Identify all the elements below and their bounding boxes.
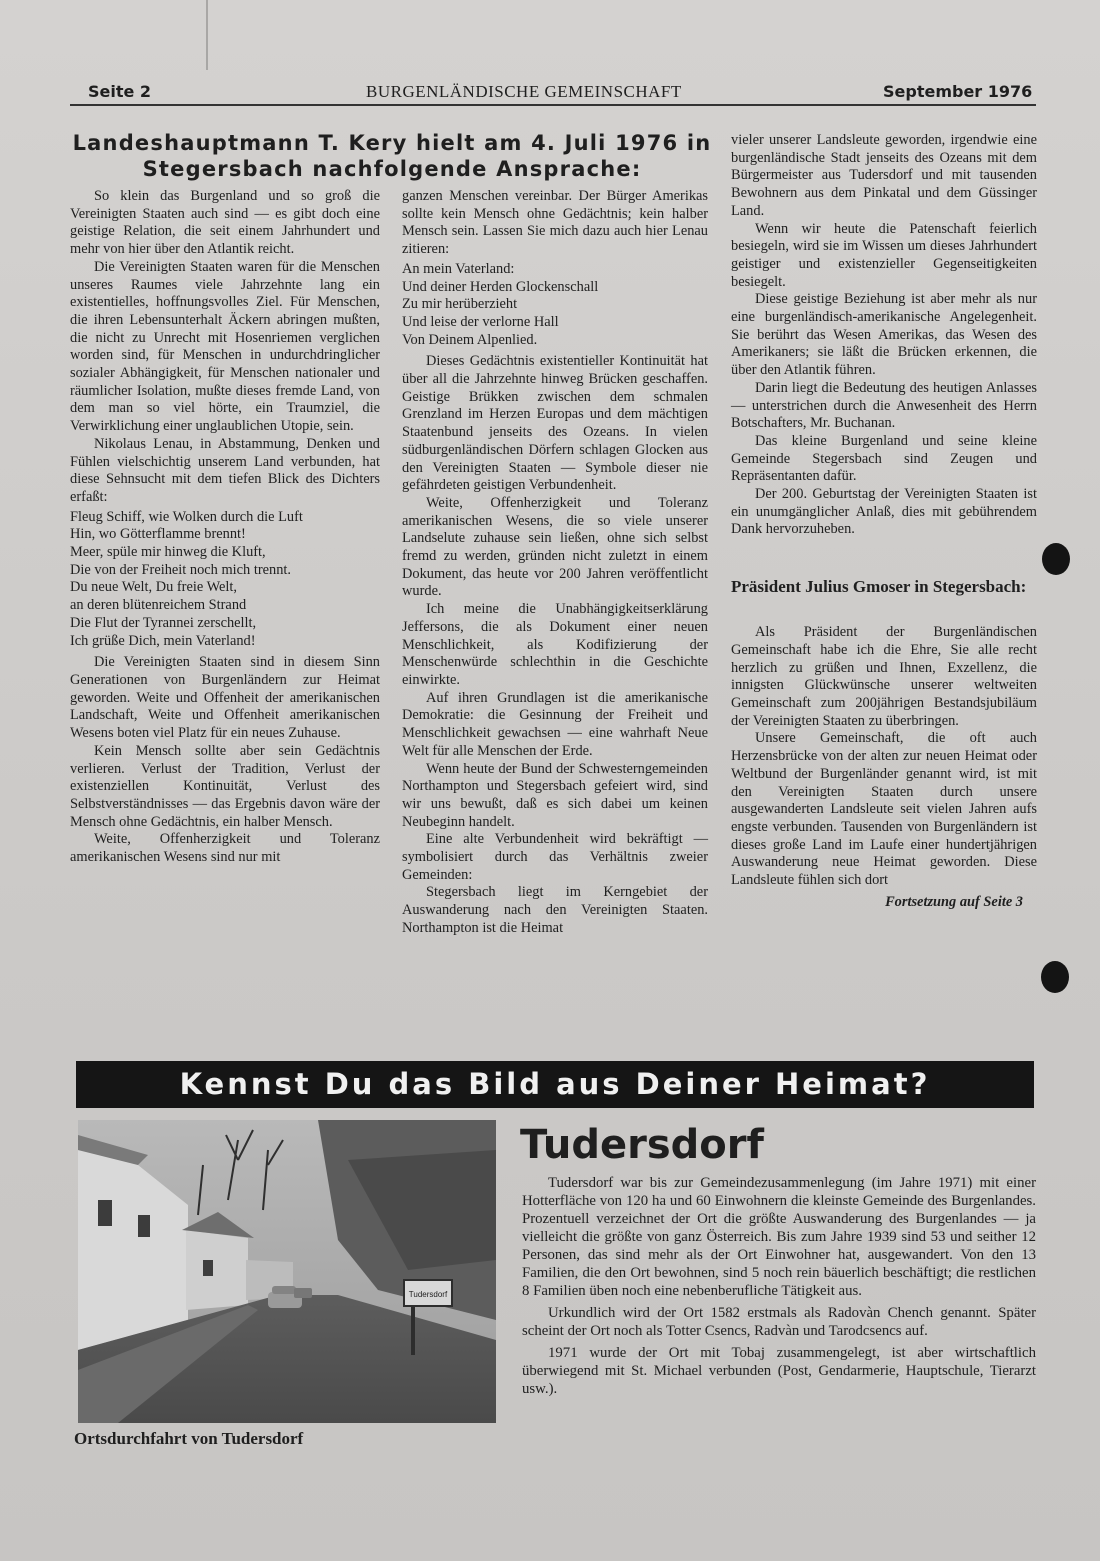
poem-line: Fleug Schiff, wie Wolken durch die Luft bbox=[70, 508, 303, 525]
issue-date: September 1976 bbox=[883, 82, 1033, 101]
page-number: Seite 2 bbox=[88, 82, 152, 101]
article-column-2 bbox=[402, 188, 708, 938]
paragraph: Die Vereinigten Staaten sind in diesem Sinn Generationen von Burgenländern zur Heimat geworden. Weite und Offenheit der amerikanischen Landschaft, Weite und Offenheit amerikanischen Wesens boten viel Platz für ein neues Zuhause. bbox=[70, 654, 380, 742]
paragraph: Darin liegt die Bedeutung des heutigen Anlasses — unterstrichen durch die Anwesenheit des Herrn Botschafters, Mr. Buchanan. bbox=[731, 379, 1037, 432]
punch-hole-icon bbox=[1042, 543, 1070, 575]
paragraph: Weite, Offenherzigkeit und Toleranz amerikanischen Wesens sind nur mit bbox=[70, 831, 380, 866]
photo-caption: Ortsdurchfahrt von Tudersdorf bbox=[74, 1429, 304, 1448]
poem-line: Die von der Freiheit noch mich trennt. bbox=[70, 561, 291, 578]
village-street-photo bbox=[78, 1120, 496, 1423]
poem-line: Du neue Welt, Du freie Welt, bbox=[70, 579, 237, 596]
feature-title: Tudersdorf bbox=[520, 1122, 764, 1168]
article-headline bbox=[70, 130, 714, 182]
header-rule bbox=[70, 104, 1036, 106]
town-sign-label: Tudersdorf bbox=[408, 1290, 448, 1299]
paragraph: 1971 wurde der Ort mit Tobaj zusammengelegt, ist aber wirtschaftlich überwiegend mit St. Michael verbunden (Post, Gendarmerie, Hauptschule, Tierarzt usw.). bbox=[522, 1345, 1036, 1397]
article-column-3 bbox=[731, 132, 1037, 911]
paragraph: Unsere Gemeinschaft, die oft auch Herzensbrücke von der alten zur neuen Heimat oder Weltbund der Burgenländer genannt wird, ist mit den Vereinigten Staaten durch unsere ausgewanderten Landsleute seit vielen Jahren aufs engste verbunden. Tausenden von Burgenländern ist dieses große Land im Laufe einer hundertjährigen Auswanderung neue Heimat geworden. Diese Landsleute fühlen sich dort bbox=[731, 730, 1037, 889]
paper-fold-crease bbox=[206, 0, 208, 70]
paragraph: Urkundlich wird der Ort 1582 erstmals als Radovàn Chench genannt. Später scheint der Ort noch als Totter Csencs, Radvàn und Tarodcsencs auf. bbox=[522, 1305, 1036, 1339]
feature-text bbox=[522, 1174, 1036, 1402]
paragraph: Wenn heute der Bund der Schwesterngemeinden Northampton und Stegersbach gefeiert wird, sind wir uns bewußt, daß es sich dabei um keinen Neubeginn handelt. bbox=[402, 760, 708, 830]
poem-line: Von Deinem Alpenlied. bbox=[402, 331, 538, 348]
feature-banner: Kennst Du das Bild aus Deiner Heimat? bbox=[76, 1061, 1034, 1108]
paragraph: ganzen Menschen vereinbar. Der Bürger Amerikas sollte kein Mensch ohne Gedächtnis; kein halber Mensch sein. Lassen Sie mich dazu auch hier Lenau zitieren: bbox=[402, 188, 708, 258]
headline-line-2: Stegersbach nachfolgende Ansprache: bbox=[142, 157, 642, 181]
poem-line: Meer, spüle mir hinweg die Kluft, bbox=[70, 544, 266, 561]
punch-hole-icon bbox=[1041, 961, 1069, 993]
paragraph: Kein Mensch sollte aber sein Gedächtnis verlieren. Verlust der Tradition, Verlust der existenziellen Kontinuität, Verlust des Selbstverständnisses — das Ergebnis davon wäre der Mensch ohne Gedächtnis, ein halber Mensch. bbox=[70, 742, 380, 830]
publication-name: BURGENLÄNDISCHE GEMEINSCHAFT bbox=[366, 82, 682, 101]
poem-line: Die Flut der Tyrannei zerschellt, bbox=[70, 614, 257, 631]
paragraph: Das kleine Burgenland und seine kleine Gemeinde Stegersbach sind Zeugen und Repräsentanten dafür. bbox=[731, 432, 1037, 485]
paragraph: Diese geistige Beziehung ist aber mehr als nur eine burgenländisch-amerikanische Angelegenheit. Sie berührt das Wesen Amerikas, das Wesen des Amerikaners; sie läßt die Brücken erkennen, die über den Atlantik führen. bbox=[731, 291, 1037, 379]
second-article-headline: Präsident Julius Gmoser in Stegersbach: bbox=[731, 577, 1027, 597]
paragraph: vieler unserer Landsleute geworden, irgendwie eine burgenländische Stadt jenseits des Ozeans mit dem Bürgermeister aus Tudersdorf und mit tausenden Bewohnern aus dem Pinkatal und dem Güssinger Land. bbox=[731, 132, 1037, 219]
paragraph: Als Präsident der Burgenländischen Gemeinschaft habe ich die Ehre, Sie alle recht herzlich zu grüßen und Ihnen, Exzellenz, die innigsten Glückwünsche unserer weltweiten Gemeinschaft zum 200jährigen Bestandsjubiläum der Vereinigten Staaten zu überbringen. bbox=[731, 624, 1037, 729]
poem-line: Zu mir herüberzieht bbox=[402, 296, 518, 313]
poem-line: Und leise der verlorne Hall bbox=[402, 313, 559, 330]
poem-line: Ich grüße Dich, mein Vaterland! bbox=[70, 632, 256, 649]
paragraph: Eine alte Verbundenheit wird bekräftigt — symbolisiert durch das Verhältnis zweier Gemeinden: bbox=[402, 831, 708, 883]
lenau-poem-2 bbox=[402, 261, 708, 350]
poem-line: Hin, wo Götterflamme brennt! bbox=[70, 526, 246, 543]
article-column-1 bbox=[70, 188, 380, 867]
poem-line: an deren blütenreichem Strand bbox=[70, 597, 247, 614]
paragraph: Auf ihren Grundlagen ist die amerikanische Demokratie: die Gesinnung der Freiheit und Menschlichkeit gewachsen — eine wahrhaft Neue Welt für alle Menschen der Erde. bbox=[402, 689, 708, 759]
paragraph: Dieses Gedächtnis existentieller Kontinuität hat über all die Jahrzehnte hinweg Brücken geschaffen. Geistige Brükken zwischen dem schmalen Grenzland im Herzen Europas und dem mächtigen Staatenbund jenseits des Ozeans. In vielen südburgenländischen Dörfern schlagen Glocken aus den Vereinigten Staaten — Symbole dieser nie gefährdeten geistigen Verbundenheit. bbox=[402, 353, 708, 494]
paragraph: Der 200. Geburtstag der Vereinigten Staaten ist ein unumgänglicher Anlaß, dies mit gebührendem Dank hervorzuheben. bbox=[731, 486, 1037, 538]
paragraph: Nikolaus Lenau, in Abstammung, Denken und Fühlen vielschichtig unserem Land verbunden, hat diese Sehnsucht mit dem tiefen Blick des Dichters erfaßt: bbox=[70, 435, 380, 505]
poem-line: An mein Vaterland: bbox=[402, 260, 515, 277]
paragraph: Die Vereinigten Staaten waren für die Menschen unseres Raumes viele Jahrzehnte lang ein existentielles, hoffnungsvolles Ziel. Für Menschen, die ihren Lebensunterhalt Äckern abringen mußten, die nicht zu Unrecht mit Hosenriemen verglichen worden sind, für Menschen in undurchdringlicher sozialer Abhängigkeit, für Menschen nationaler und räumlicher Isolation, mußte dieses fremde Land, von dem man so viel hörte, ein Traumziel, die Verwirklichung einer unglaublichen Utopie, sein. bbox=[70, 258, 380, 435]
paragraph: Ich meine die Unabhängigkeitserklärung Jeffersons, die als Dokument einer neuen Menschlichkeit, als Kodifizierung der Menschenwürde schlechthin in die Geschichte einwirkte. bbox=[402, 601, 708, 688]
continued-note: Fortsetzung auf Seite 3 bbox=[885, 893, 1023, 910]
paragraph: Weite, Offenherzigkeit und Toleranz amerikanischen Wesens, die so viele unserer Landselute zuhause sein ließen, ohne sich selbst fremd zu werden, gründen nicht zuletzt in einem Dokument, das heute vor 200 Jahren veröffentlicht wurde. bbox=[402, 494, 708, 600]
headline-line-1: Landeshauptmann T. Kery hielt am 4. Juli 1976 in bbox=[72, 131, 712, 155]
lenau-poem bbox=[70, 509, 380, 651]
paragraph: Wenn wir heute die Patenschaft feierlich besiegeln, wird sie im Wissen um dieses Jahrhundert geistiger und existenzieller Gegenseitigkeiten besiegelt. bbox=[731, 220, 1037, 290]
poem-line: Und deiner Herden Glockenschall bbox=[402, 278, 599, 295]
paragraph: Stegersbach liegt im Kerngebiet der Auswanderung nach den Vereinigten Staaten. Northampton ist die Heimat bbox=[402, 884, 708, 936]
paragraph: Tudersdorf war bis zur Gemeindezusammenlegung (im Jahre 1971) mit einer Hotterfläche von 120 ha und 60 Einwohnern die kleinste Gemeinde des Burgenlandes. Prozentuell verzeichnet der Ort die größte Auswanderung des Burgenlandes — ja vielleicht die größte von ganz Österreich. Bis zum Jahre 1939 sind 53 und seither 12 Personen, das sind mehr als der Ort Einwohner hat, ausgewandert. Von den 13 Familien, die den Ort bewohnen, sind 5 noch rein bäuerlich beschäftigt; die restlichen 8 Familien üben noch eine nebenberufliche Tätigkeit aus. bbox=[522, 1175, 1036, 1299]
paragraph: So klein das Burgenland und so groß die Vereinigten Staaten auch sind — es gibt doch eine geistige Relation, die seit einem Jahrhundert und mehr von hier über den Atlantik reicht. bbox=[70, 188, 380, 258]
